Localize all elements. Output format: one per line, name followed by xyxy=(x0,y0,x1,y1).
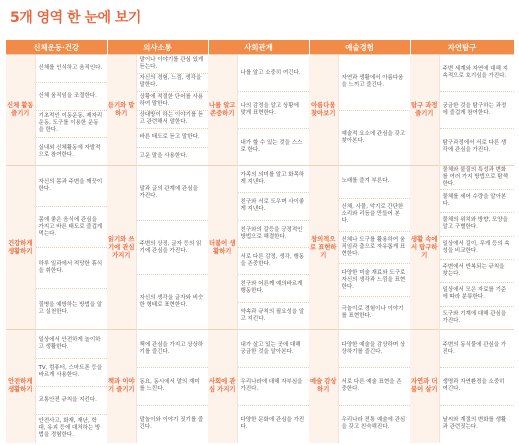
content-list xyxy=(137,330,209,442)
content-list xyxy=(238,55,310,165)
content-cell xyxy=(35,55,107,166)
content-item xyxy=(238,221,310,248)
content-item-text: 신체 움직임을 조절한다. xyxy=(38,92,97,99)
subcategory-label: 듣기와 말하기 xyxy=(107,55,136,166)
content-list xyxy=(137,166,209,329)
content-item xyxy=(137,55,209,74)
content-cell xyxy=(136,330,208,443)
content-item-text: 다양한 미술 재료와 도구로 자신의 생각과 느낌을 표현한다. xyxy=(341,269,406,290)
subcategory-label: 예술 감상하기 xyxy=(309,330,338,443)
subcategory-label: 창의적으로 표현하기 xyxy=(309,166,338,330)
content-item-text: 극놀이로 경험이나 이야기를 표현한다. xyxy=(341,306,404,320)
content-item xyxy=(36,248,108,289)
content-item xyxy=(339,264,411,297)
content-item-text: 날씨와 계절의 변화를 생활과 관련짓는다. xyxy=(442,416,507,430)
content-cell xyxy=(439,330,514,443)
content-item-text: 말과 글의 관계에 관심을 가진다. xyxy=(139,185,198,199)
content-item-text: 내가 할 수 있는 것을 스스로 한다. xyxy=(240,140,303,153)
content-item-text: 안전사고, 화재, 재난, 학대, 유괴 등에 대처하는 방법을 경험한다. xyxy=(38,418,101,439)
content-item-text: 친구와 어른께 예의바르게 행동한다. xyxy=(240,281,303,295)
subcategory-label: 신체 활동 즐기기 xyxy=(6,55,35,166)
content-list xyxy=(440,330,515,442)
content-item xyxy=(339,232,411,265)
content-list xyxy=(36,55,108,165)
content-item-text: 물체와 물질의 특성과 변화를 여러 가지 방법으로 탐색한다. xyxy=(442,167,508,187)
content-item xyxy=(238,406,310,443)
header-physical-health: 신체운동·건강 xyxy=(6,40,107,55)
content-list xyxy=(238,330,310,442)
content-item xyxy=(137,275,209,329)
content-item-text: 자신의 생각을 글자와 비슷한 형태로 표현한다. xyxy=(139,295,204,309)
content-item-text: 말이나 이야기를 관심 있게 듣는다. xyxy=(139,56,204,70)
content-item xyxy=(36,387,108,415)
content-item-text: 책에 관심을 가지고 상상하기를 즐긴다. xyxy=(139,341,204,355)
content-item-text: 노래를 즐겨 부른다. xyxy=(341,178,390,185)
content-cell xyxy=(338,166,410,330)
subcategory-label: 더불어 생활하기 xyxy=(208,166,237,330)
content-cell xyxy=(35,166,107,330)
content-cell xyxy=(35,330,107,443)
content-item xyxy=(440,406,515,443)
content-item xyxy=(137,221,209,276)
subcategory-label: 생활 속에서 탐구하기 xyxy=(410,166,439,330)
content-cell xyxy=(439,55,514,166)
content-item-text: 물체를 세어 수량을 알아본다. xyxy=(442,194,507,208)
content-item-text: 내가 살고 있는 곳에 대해 궁금한 것을 알아본다. xyxy=(240,341,301,355)
content-item-text: 예술적 요소에 관심을 갖고 찾아본다. xyxy=(341,130,406,144)
content-item-text: 말놀이와 이야기 짓기를 즐긴다. xyxy=(139,416,204,430)
content-item-text: 일상에서 모은 자료를 기준에 따라 분류한다. xyxy=(442,287,507,301)
content-item-text: 동요, 동시에서 말의 재미를 느낀다. xyxy=(139,379,200,393)
subcategory-label: 사회에 관심 가지기 xyxy=(208,330,237,443)
content-cell xyxy=(136,166,208,330)
content-item-text: 친구와의 갈등을 긍정적인 방법으로 해결한다. xyxy=(240,226,303,240)
content-item xyxy=(339,406,411,443)
content-cell xyxy=(237,55,309,166)
content-item-text: 기초적인 이동운동, 제자리 운동, 도구를 이용한 운동을 한다. xyxy=(38,113,103,134)
area-overview-table xyxy=(6,40,515,443)
content-item-text: 하루 일과에서 적당한 휴식을 취한다. xyxy=(38,261,103,274)
content-item xyxy=(137,166,209,221)
content-row xyxy=(6,55,514,166)
content-cell xyxy=(338,330,410,443)
content-item-text: 자신의 몸과 주변을 깨끗이 한다. xyxy=(38,179,103,192)
subcategory-label: 자연과 더불어 살기 xyxy=(410,330,439,443)
content-item xyxy=(339,111,411,166)
content-item xyxy=(36,415,108,442)
content-item xyxy=(36,207,108,248)
content-item xyxy=(440,307,515,329)
content-item-text: 나를 알고 소중히 여긴다. xyxy=(240,69,301,76)
content-list xyxy=(137,55,209,165)
content-cell xyxy=(136,55,208,166)
content-item xyxy=(137,148,209,166)
content-item-text: 주변 세계와 자연에 대해 지속적으로 호기심을 가진다. xyxy=(442,66,508,79)
content-cell xyxy=(439,166,514,330)
content-item xyxy=(238,129,310,165)
content-item xyxy=(339,297,411,329)
content-item-text: 자연과 생활에서 아름다움을 느끼고 즐긴다. xyxy=(341,75,404,89)
content-item-text: 신체를 인식하고 움직인다. xyxy=(38,64,103,71)
content-item-text: 가족의 의미를 알고 화목하게 지낸다. xyxy=(240,172,305,186)
content-cell xyxy=(338,55,410,166)
content-item xyxy=(238,248,310,275)
content-item xyxy=(137,330,209,368)
content-item xyxy=(440,260,515,283)
header-social-relations: 사회관계 xyxy=(208,40,309,55)
content-item-text: 일상에서 안전하게 놀이하고 생활한다. xyxy=(38,336,101,350)
content-item-text: 교통안전 규칙을 지킨다. xyxy=(38,396,97,403)
content-item-text: 신체, 사물, 악기로 간단한 소리와 리듬을 만들어 본다. xyxy=(341,204,404,225)
content-item xyxy=(238,330,310,368)
subcategory-label: 책과 이야기 즐기기 xyxy=(107,330,136,443)
content-item-text: 탐구과정에서 서로 다른 생각에 관심을 가진다. xyxy=(442,140,507,153)
subcategory-label: 읽기와 쓰기에 관심 가지기 xyxy=(107,166,136,330)
content-item-text: 도구와 기계에 대해 관심을 가진다. xyxy=(442,310,507,324)
page-title: 5개 영역 한 눈에 보기 xyxy=(10,10,141,26)
content-item xyxy=(238,55,310,92)
content-item xyxy=(238,303,310,329)
content-item-text: 생명과 자연환경을 소중히 여긴다. xyxy=(442,379,505,393)
content-item-text: 다양한 문화에 관심을 가진다. xyxy=(240,416,305,430)
content-item xyxy=(440,237,515,260)
content-item xyxy=(339,368,411,406)
content-item-text: 상황에 적절한 단어를 사용하여 말한다. xyxy=(139,93,204,107)
content-item-text: 우리나라 전통 예술에 관심을 갖고 친숙해진다. xyxy=(341,416,406,430)
content-item-text: 신체나 도구를 활용하여 움직임과 춤으로 자유롭게 표현한다. xyxy=(341,236,406,257)
content-cell xyxy=(237,166,309,330)
subcategory-label: 아름다움 찾아보기 xyxy=(309,55,338,166)
content-item xyxy=(36,166,108,207)
content-item-text: 궁금한 것을 탐구하는 과정에 즐겁게 참여한다. xyxy=(442,103,507,116)
content-item xyxy=(36,289,108,329)
subcategory-label: 건강하게 생활하기 xyxy=(6,166,35,330)
content-item xyxy=(339,55,411,111)
content-item-text: 상대방이 하는 이야기를 듣고 관련해서 말한다. xyxy=(139,112,204,126)
content-item-text: 주변에서 반복되는 규칙을 찾는다. xyxy=(442,264,505,278)
content-item-text: 바른 태도로 듣고 말한다. xyxy=(139,134,200,141)
content-list xyxy=(440,166,515,329)
content-item xyxy=(339,166,411,199)
content-item xyxy=(440,283,515,306)
content-item-text: 주변의 동식물에 관심을 가진다. xyxy=(442,341,507,355)
content-item-text: TV, 컴퓨터, 스마트폰 등을 바르게 사용한다. xyxy=(38,365,103,379)
content-item-text: 우리나라에 대해 자부심을 가진다. xyxy=(240,379,303,393)
header-art-experience: 예술경험 xyxy=(309,40,410,55)
content-item xyxy=(238,368,310,406)
content-item xyxy=(137,129,209,148)
content-list xyxy=(339,166,411,329)
content-list xyxy=(339,55,411,165)
content-item xyxy=(440,92,515,129)
content-item-text: 친구와 서로 도우며 사이좋게 지낸다. xyxy=(240,199,305,213)
content-item xyxy=(238,193,310,220)
content-item-text: 물체의 위치와 방향, 모양을 알고 구별한다. xyxy=(442,217,508,231)
header-row xyxy=(6,40,514,55)
content-item-text: 서로 다른 예술 표현을 존중한다. xyxy=(341,379,402,393)
content-item-text: 몸에 좋은 음식에 관심을 가지고 바른 태도로 즐겁게 먹는다. xyxy=(38,216,103,237)
content-item-text: 나의 감정을 알고 상황에 맞게 표현한다. xyxy=(240,103,299,116)
content-item-text: 서로 다른 감정, 생각, 행동을 존중한다. xyxy=(240,254,305,268)
content-item-text: 주변의 상징, 글자 등의 읽기에 관심을 가진다. xyxy=(139,240,202,254)
content-item xyxy=(339,330,411,368)
content-item xyxy=(440,190,515,213)
content-item xyxy=(339,199,411,232)
content-list xyxy=(238,166,310,329)
subcategory-label: 탐구 과정 즐기기 xyxy=(410,55,439,166)
subcategory-label: 나를 알고 존중하기 xyxy=(208,55,237,166)
header-nature-inquiry: 자연탐구 xyxy=(410,40,514,55)
content-item-text: 실내외 신체활동에 자발적으로 참여한다. xyxy=(38,144,101,158)
content-item-text: 질병을 예방하는 방법을 알고 실천한다. xyxy=(38,302,103,315)
content-item xyxy=(440,166,515,190)
content-item xyxy=(137,406,209,443)
content-item xyxy=(440,129,515,165)
content-item xyxy=(238,92,310,129)
content-item xyxy=(36,55,108,83)
content-item-text: 자신의 경험, 느낌, 생각을 말한다. xyxy=(139,75,202,89)
content-list xyxy=(440,55,515,165)
content-row xyxy=(6,330,514,443)
subcategory-label: 안전하게 생활하기 xyxy=(6,330,35,443)
content-item xyxy=(36,111,108,139)
header-communication: 의사소통 xyxy=(107,40,208,55)
content-cell xyxy=(237,330,309,443)
content-item-text: 일상에서 길이, 무게 등의 속성을 비교한다. xyxy=(442,240,510,254)
content-item xyxy=(36,359,108,387)
content-item xyxy=(440,368,515,406)
content-item xyxy=(137,74,209,93)
content-item xyxy=(238,275,310,302)
content-item xyxy=(137,368,209,406)
content-item xyxy=(36,138,108,165)
content-item xyxy=(137,111,209,130)
content-list xyxy=(36,166,108,329)
content-item xyxy=(36,83,108,111)
content-item-text: 고운 말을 사용한다. xyxy=(139,152,188,159)
content-item-text: 약속과 규칙의 필요성을 알고 지킨다. xyxy=(240,308,305,322)
content-item xyxy=(36,330,108,358)
content-row xyxy=(6,166,514,330)
content-item xyxy=(238,166,310,193)
content-list xyxy=(339,330,411,442)
content-item xyxy=(440,330,515,368)
content-list xyxy=(36,330,108,442)
content-item xyxy=(137,92,209,111)
content-item xyxy=(440,55,515,92)
content-item-text: 다양한 예술을 감상하며 상상하기를 즐긴다. xyxy=(341,341,406,355)
content-item xyxy=(440,213,515,236)
